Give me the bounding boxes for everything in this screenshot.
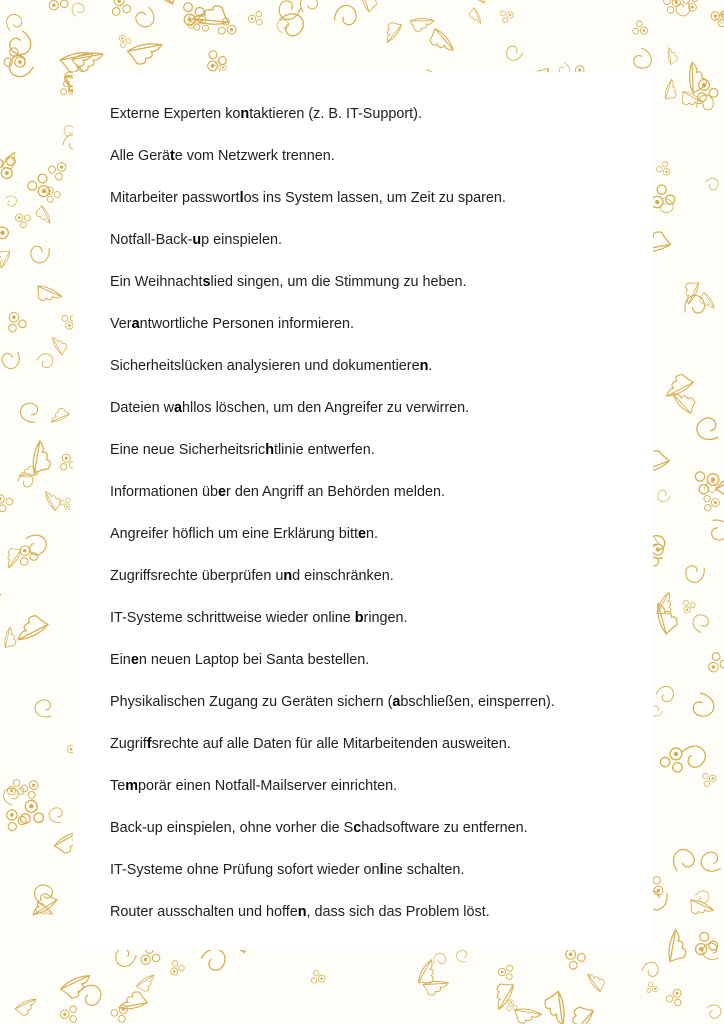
list-item: Einen neuen Laptop bei Santa bestellen. bbox=[110, 652, 370, 668]
list-item: Ein Weihnachtslied singen, um die Stimmung zu heben. bbox=[110, 274, 467, 290]
list-item: Zugriffsrechte überprüfen und einschränken. bbox=[110, 568, 394, 584]
list-item: Mitarbeiter passwortlos ins System lassen, um Zeit zu sparen. bbox=[110, 190, 506, 206]
list-item: IT-Systeme schrittweise wieder online bringen. bbox=[110, 610, 408, 626]
list-item: Dateien wahllos löschen, um den Angreifer zu verwirren. bbox=[110, 400, 470, 416]
content-panel bbox=[73, 72, 653, 950]
list-item: Router ausschalten und hoffen, dass sich das Problem löst. bbox=[110, 904, 490, 920]
list-item: IT-Systeme ohne Prüfung sofort wieder online schalten. bbox=[110, 862, 465, 878]
list-item: Verantwortliche Personen informieren. bbox=[110, 316, 354, 332]
list-item: Sicherheitslücken analysieren und dokumentieren. bbox=[110, 358, 433, 374]
statement-list bbox=[110, 102, 650, 942]
list-item: Notfall-Back-up einspielen. bbox=[110, 232, 282, 248]
list-item: Back-up einspielen, ohne vorher die Schadsoftware zu entfernen. bbox=[110, 820, 528, 836]
list-item: Externe Experten kontaktieren (z. B. IT-Support). bbox=[110, 106, 422, 122]
list-item: Temporär einen Notfall-Mailserver einrichten. bbox=[110, 778, 398, 794]
list-item: Physikalischen Zugang zu Geräten sichern (abschließen, einsperren). bbox=[110, 694, 555, 710]
list-item: Zugriffsrechte auf alle Daten für alle Mitarbeitenden ausweiten. bbox=[110, 736, 511, 752]
list-item: Angreifer höflich um eine Erklärung bitten. bbox=[110, 526, 378, 542]
list-item: Informationen über den Angriff an Behörden melden. bbox=[110, 484, 445, 500]
list-item: Eine neue Sicherheitsrichtlinie entwerfen. bbox=[110, 442, 375, 458]
list-item: Alle Geräte vom Netzwerk trennen. bbox=[110, 148, 335, 164]
